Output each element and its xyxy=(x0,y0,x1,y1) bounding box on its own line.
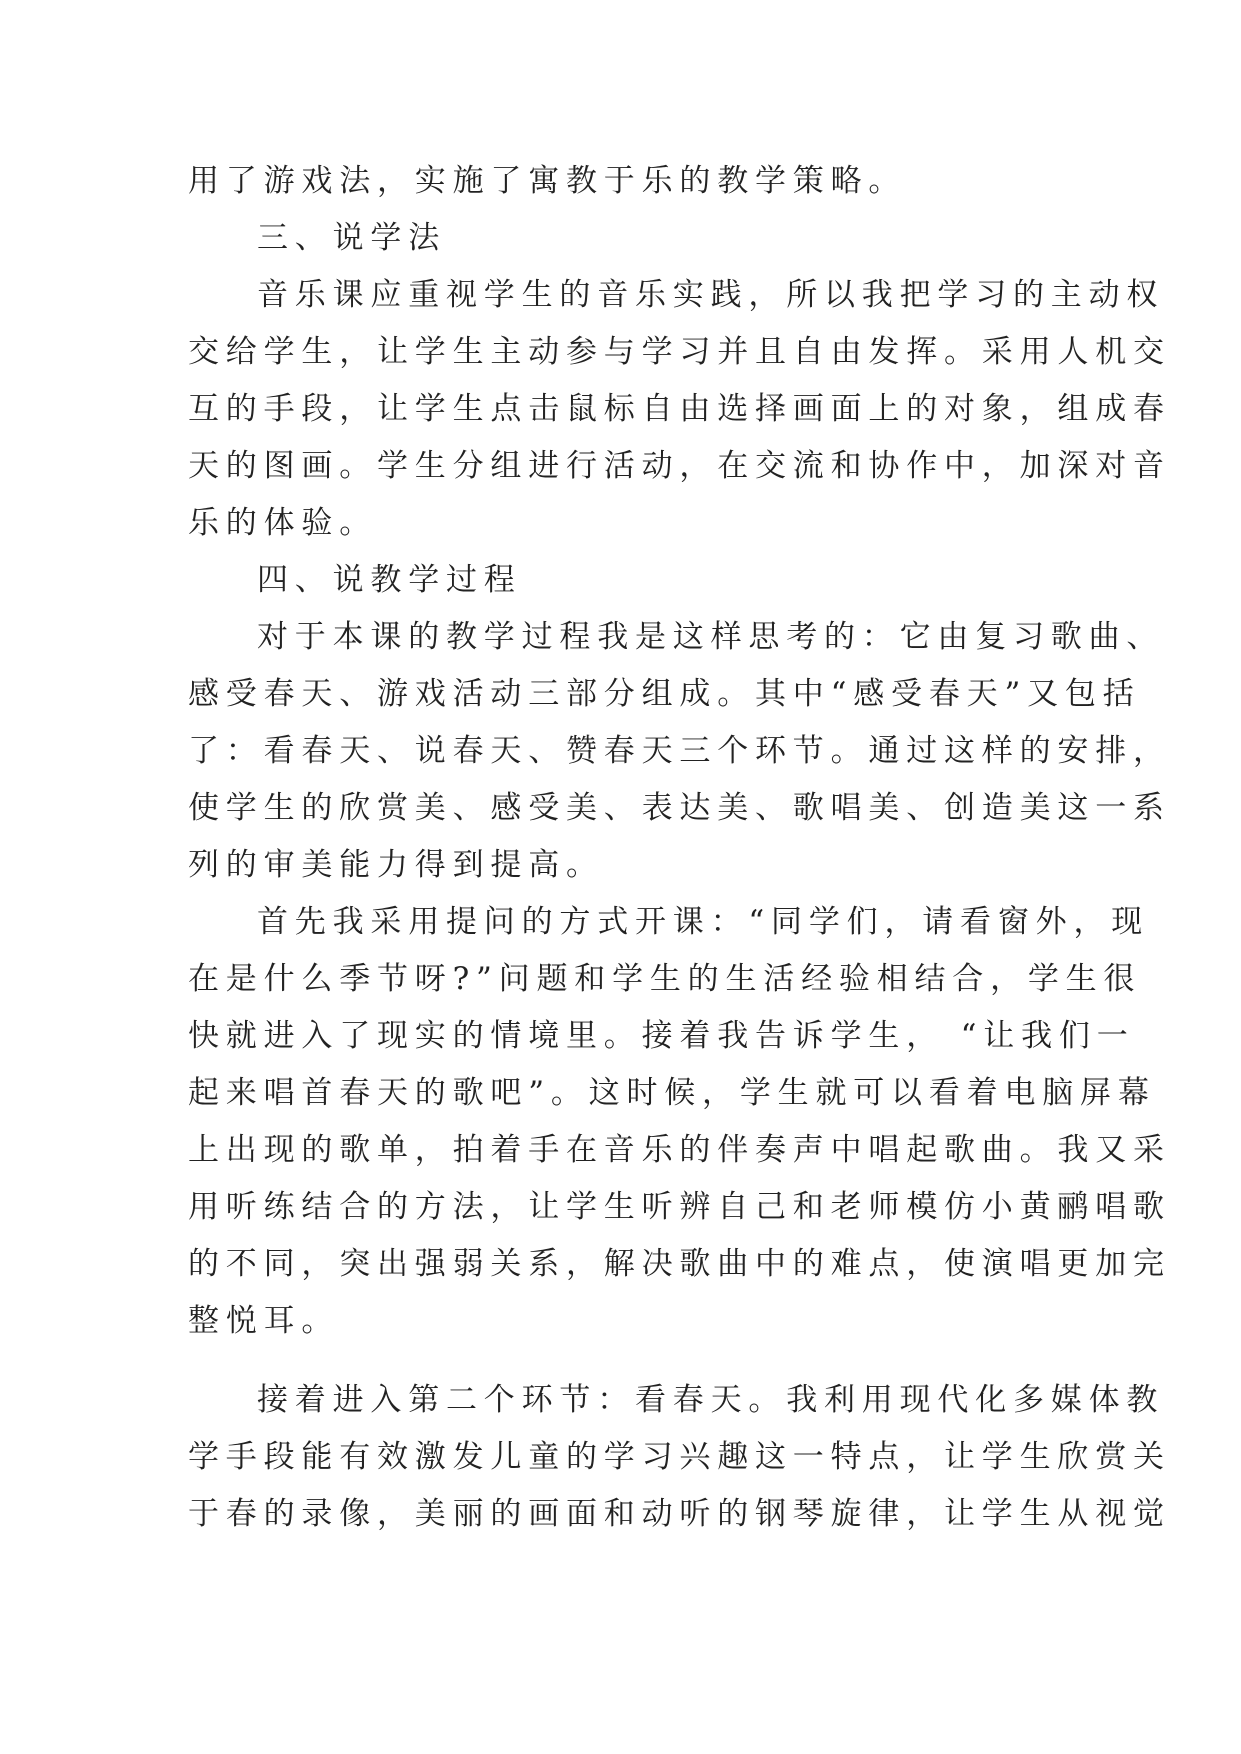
text-line: 首先我采用提问的方式开课：“同学们，请看窗外，现 xyxy=(257,904,1150,940)
text-line: 起来唱首春天的歌吧”。这时候，学生就可以看着电脑屏幕 xyxy=(188,1075,1156,1111)
text-line: 乐的体验。 xyxy=(188,505,377,541)
text-line: 用了游戏法，实施了寓教于乐的教学策略。 xyxy=(188,163,907,199)
text-line: 在是什么季节呀?”问题和学生的生活经验相结合，学生很 xyxy=(188,961,1142,997)
text-line: 交给学生，让学生主动参与学习并且自由发挥。采用人机交 xyxy=(188,334,1171,370)
text-line: 上出现的歌单，拍着手在音乐的伴奏声中唱起歌曲。我又采 xyxy=(188,1132,1171,1168)
text-line: 对于本课的教学过程我是这样思考的：它由复习歌曲、 xyxy=(257,619,1165,655)
section-heading: 四、说教学过程 xyxy=(257,562,522,598)
section-heading: 三、说学法 xyxy=(257,220,446,256)
text-line: 于春的录像，美丽的画面和动听的钢琴旋律，让学生从视觉 xyxy=(188,1496,1171,1532)
text-line: 天的图画。学生分组进行活动，在交流和协作中，加深对音 xyxy=(188,448,1171,484)
text-line: 感受春天、游戏活动三部分组成。其中“感受春天”又包括 xyxy=(188,676,1141,712)
text-line: 学手段能有效激发儿童的学习兴趣这一特点，让学生欣赏关 xyxy=(188,1439,1171,1475)
text-line: 接着进入第二个环节：看春天。我利用现代化多媒体教 xyxy=(257,1382,1165,1418)
text-line: 音乐课应重视学生的音乐实践，所以我把学习的主动权 xyxy=(257,277,1165,313)
text-line: 了：看春天、说春天、赞春天三个环节。通过这样的安排， xyxy=(188,733,1171,769)
text-line: 互的手段，让学生点击鼠标自由选择画面上的对象，组成春 xyxy=(188,391,1171,427)
text-line: 快就进入了现实的情境里。接着我告诉学生， “让我们一 xyxy=(188,1018,1135,1054)
text-line: 的不同，突出强弱关系，解决歌曲中的难点，使演唱更加完 xyxy=(188,1246,1171,1282)
text-line: 整悦耳。 xyxy=(188,1303,340,1339)
text-line: 用听练结合的方法，让学生听辨自己和老师模仿小黄鹂唱歌 xyxy=(188,1189,1171,1225)
text-line: 使学生的欣赏美、感受美、表达美、歌唱美、创造美这一系 xyxy=(188,790,1171,826)
text-line: 列的审美能力得到提高。 xyxy=(188,847,604,883)
